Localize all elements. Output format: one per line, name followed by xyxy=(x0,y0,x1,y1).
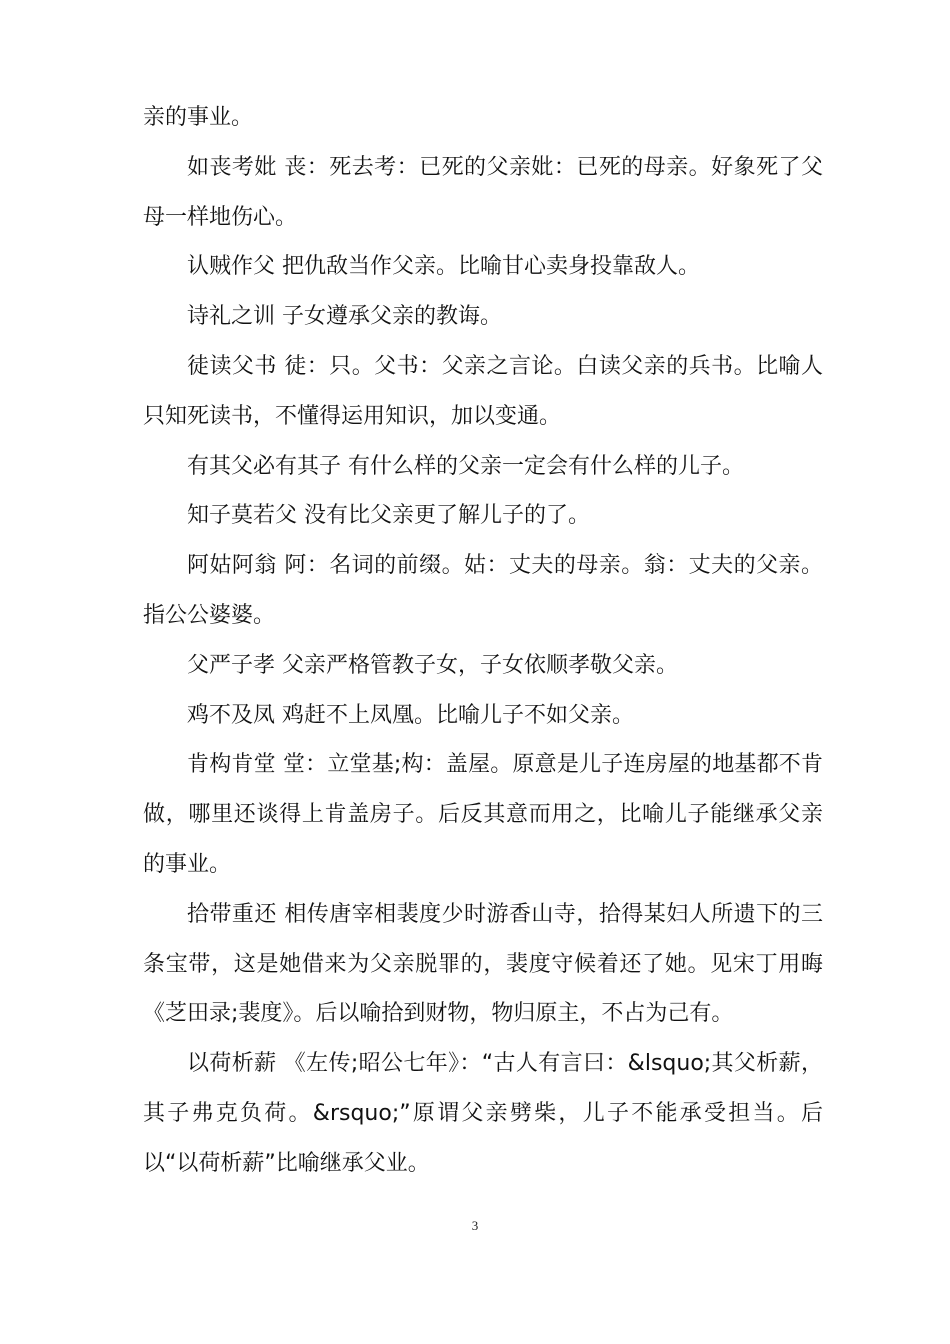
paragraph-idiom: 徒读父书 徒：只。父书：父亲之言论。白读父亲的兵书。比喻人只知死读书，不懂得运用知识，加以变通。 xyxy=(143,353,823,429)
paragraph-idiom: 知子莫若父 没有比父亲更了解儿子的了。 xyxy=(187,503,590,529)
paragraph-idiom: 以荷析薪 《左传;昭公七年》：“古人有言曰：&lsquo;其父析薪，其子弗克负荷。&rsquo;”原谓父亲劈柴，儿子不能承受担当。后以“以荷析薪”比喻继承父业。 xyxy=(143,1051,823,1176)
paragraph-idiom: 诗礼之训 子女遵承父亲的教诲。 xyxy=(187,304,502,330)
paragraph-idiom: 认贼作父 把仇敌当作父亲。比喻甘心卖身投靠敌人。 xyxy=(187,254,700,280)
paragraph-idiom: 阿姑阿翁 阿：名词的前缀。姑：丈夫的母亲。翁：丈夫的父亲。指公公婆婆。 xyxy=(143,553,823,628)
paragraph-idiom: 父严子孝 父亲严格管教子女，子女依顺孝敬父亲。 xyxy=(187,652,678,678)
paragraph-idiom: 肯构肯堂 堂：立堂基;构：盖屋。原意是儿子连房屋的地基都不肯做，哪里还谈得上肯盖房子。后反其意而用之，比喻儿子能继承父亲的事业。 xyxy=(143,752,823,877)
paragraph-idiom: 拾带重还 相传唐宰相裴度少时游香山寺，拾得某妇人所遗下的三条宝带，这是她借来为父亲脱罪的，裴度守候着还了她。见宋丁用晦《芝田录;裴度》。后以喻拾到财物，物归原主，不占为己有。 xyxy=(143,901,823,1027)
body-text xyxy=(143,93,823,1189)
paragraph-continuation: 亲的事业。 xyxy=(143,105,254,130)
paragraph-idiom: 如丧考妣 丧：死去考：已死的父亲妣：已死的母亲。好象死了父母一样地伤心。 xyxy=(143,154,823,230)
paragraph-idiom: 有其父必有其子 有什么样的父亲一定会有什么样的儿子。 xyxy=(187,453,744,479)
page-number: 3 xyxy=(471,1218,479,1233)
paragraph-idiom: 鸡不及凤 鸡赶不上凤凰。比喻儿子不如父亲。 xyxy=(187,702,634,728)
